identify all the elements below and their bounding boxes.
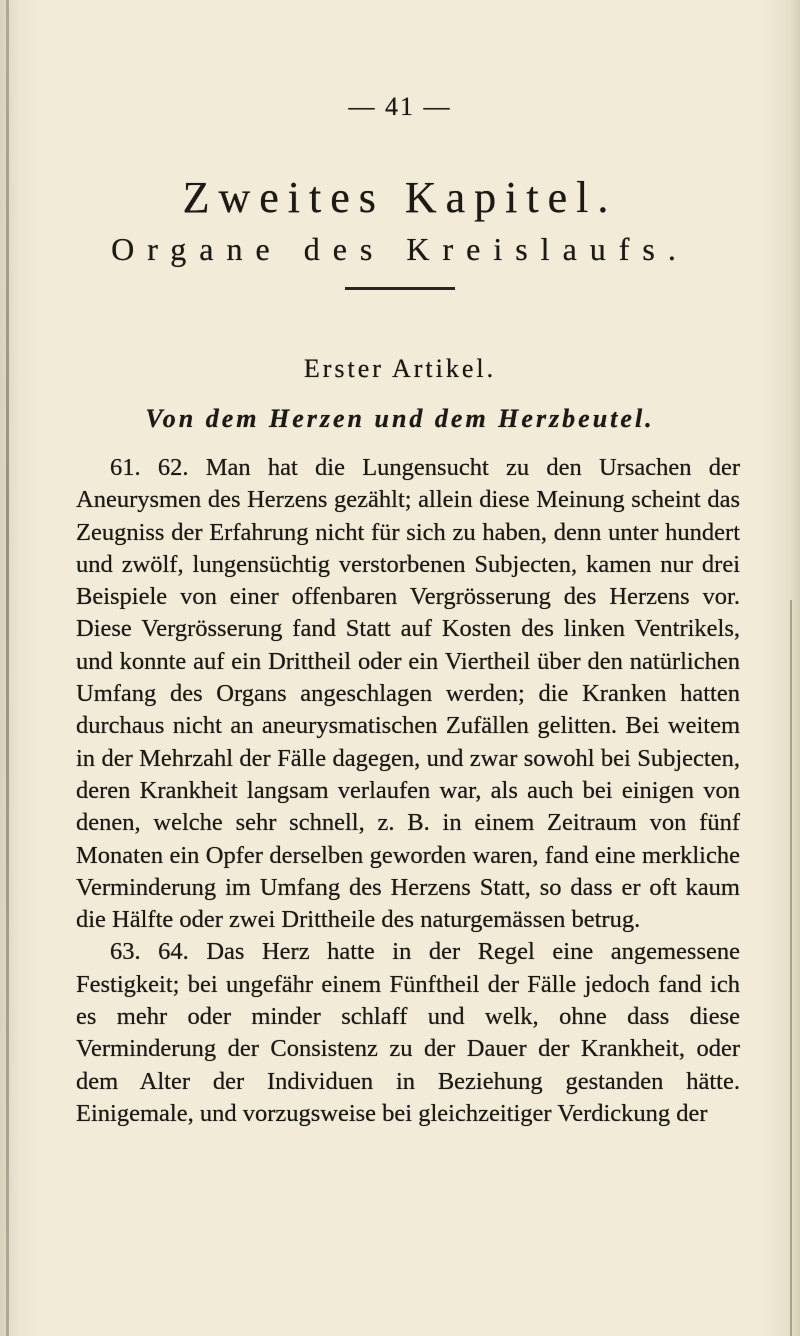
chapter-subtitle: Organe des Kreislaufs. (111, 231, 689, 267)
paragraph-63-64: 63. 64. Das Herz hatte in der Regel eine angemessene Festigkeit; bei ungefähr einem Fünftheil der Fälle jedoch fand ich es mehr oder minder schlaff und welk, ohne dass diese Verminderung der Consistenz zu der Dauer der Krankheit, oder dem Alter der Individuen in Beziehung gestanden hätte. Einigemale, und vorzugsweise bei gleichzeitiger Verdickung der (76, 938, 740, 1127)
article-subtitle: Von dem Herzen und dem Herzbeutel. (145, 404, 655, 433)
article-title: Erster Artikel. (303, 354, 497, 383)
chapter-title: Zweites Kapitel. (182, 173, 618, 222)
page-right-edge (790, 600, 792, 1336)
section-divider (345, 287, 455, 290)
body-text (76, 452, 740, 1130)
paragraph-61-62: 61. 62. Man hat die Lungensucht zu den Ursachen der Aneurysmen des Herzens gezählt; allein diese Meinung scheint das Zeugniss der Erfahrung nicht für sich zu haben, denn unter hundert und zwölf, lungensüchtig verstorbenen Subjecten, kamen nur drei Beispiele von einer offenbaren Vergrösserung des Herzens vor. Diese Vergrösserung fand Statt auf Kosten des linken Ventrikels, und konnte auf ein Drittheil oder ein Viertheil über den natürlichen Umfang des Organs angeschlagen werden; die Kranken hatten durchaus nicht an aneurysmatischen Zufällen gelitten. Bei weitem in der Mehrzahl der Fälle dagegen, und zwar sowohl bei Subjecten, deren Krankheit langsam verlaufen war, als auch bei einigen von denen, welche sehr schnell, z. B. in einem Zeitraum von fünf Monaten ein Opfer derselben geworden waren, fand eine merkliche Verminderung im Umfang des Herzens Statt, so dass er oft kaum die Hälfte oder zwei Drittheile des naturgemässen betrug. (76, 454, 740, 934)
page-number: — 41 — (348, 92, 452, 121)
